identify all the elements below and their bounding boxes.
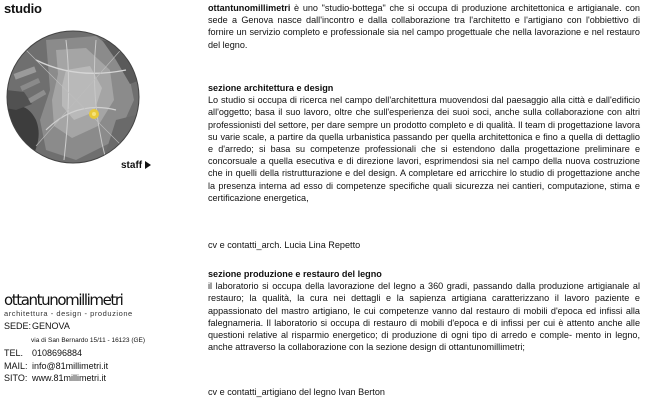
- logo-tagline: architettura - design - produzione: [4, 309, 133, 318]
- site-label: SITO:: [4, 373, 28, 384]
- section-architecture-title: sezione architettura e design: [208, 83, 334, 93]
- cv-link-artisan[interactable]: cv e contatti_artigiano del legno Ivan Berton: [208, 387, 385, 397]
- tel-label: TEL.: [4, 348, 24, 359]
- mail-label: MAIL:: [4, 360, 28, 371]
- site-link[interactable]: www.81millimetri.it: [32, 373, 107, 384]
- play-arrow-icon: [145, 161, 151, 169]
- contact-row-tel: [4, 347, 145, 360]
- section-architecture: [208, 82, 640, 204]
- intro-paragraph: [208, 2, 640, 51]
- staff-label: staff: [121, 160, 143, 171]
- section-architecture-text: Lo studio si occupa di ricerca nel campo dell'architettura muovendosi dal paesaggio alla città e dall'edificio all'oggetto; basa il suo lavoro, oltre che sull'esperienza dei suoi soci, anche sulla collaborazione con altri professionisti del settore, per dare sempre un prodotto completo e di qualità. Il team di progettazione lavora su varie scale, a partire da quella urbanistica passando per quella architettonica e fino a quella di dettaglio e d'arredo; si basa su competenze professionali che si estendono dalla progettazione preliminare e concorsuale a quella esecutiva e di direzione lavori, esprimendosi sia nel campo della nuova costruzione che in quelli della ristrutturazione e del design. A completare ed arricchire lo studio di progettazione anche la presenza interna ad esso di competenze specifiche quali sicurezza nei cantieri, computazione, stima e certificazione energetica,: [208, 95, 640, 203]
- cv-link-architect[interactable]: cv e contatti_arch. Lucia Lina Repetto: [208, 240, 361, 250]
- section-wood-text: il laboratorio si occupa della lavorazione del legno a 360 gradi, passando dalla produzione artigianale al restauro; la qualità, la cura nei dettagli e la sapienza artigiana caratterizzano il lavoro paziente e appassionato del mastro artigiano, le cui competenze vanno dal restauro di mobili d'epoca ed infissi alla falegnameria. Il laboratorio si occupa di restauro di mobili d'epoca e di infissi per cui è attento anche alle questioni relative al risparmio energetico; di produzione di ogni tipo di arredo e comple- mento in legno, anche attraverso la collaborazione con la sezione design di ottantunomillimetri;: [208, 281, 640, 353]
- intro-text: è uno "studio-bottega" che si occupa di produzione architettonica e artigianale. con sede a Genova nasce dall'incontro e dalla collaborazione tra l'architetto e l'artigiano con l'obbiettivo di fornire un servizio completo e professionale sia nel campo progettuale che nella lavorazione e nel restauro del legno.: [208, 3, 640, 50]
- contact-row-site: [4, 372, 145, 385]
- contact-row-address: [4, 333, 145, 348]
- logo: [4, 292, 164, 318]
- sede-value: GENOVA: [32, 321, 70, 331]
- section-wood: [208, 268, 640, 353]
- sede-label: SEDE:: [4, 321, 32, 331]
- logo-wordmark: ottantunomillimetri: [4, 291, 123, 309]
- contact-row-sede: [4, 320, 145, 333]
- staff-link[interactable]: [121, 160, 151, 171]
- address-value: via di San Bernardo 15/11 - 16123 (GE): [31, 336, 146, 344]
- page-title: studio: [4, 1, 42, 16]
- map-image: [6, 30, 140, 164]
- section-wood-title: sezione produzione e restauro del legno: [208, 269, 382, 279]
- tel-value: 0108696884: [32, 348, 83, 359]
- contact-info: [4, 320, 145, 385]
- intro-brand: ottantunomillimetri: [208, 3, 291, 13]
- location-map[interactable]: [6, 30, 140, 164]
- mail-link[interactable]: info@81millimetri.it: [32, 360, 109, 371]
- contact-row-mail: [4, 360, 145, 373]
- left-column: [0, 0, 200, 403]
